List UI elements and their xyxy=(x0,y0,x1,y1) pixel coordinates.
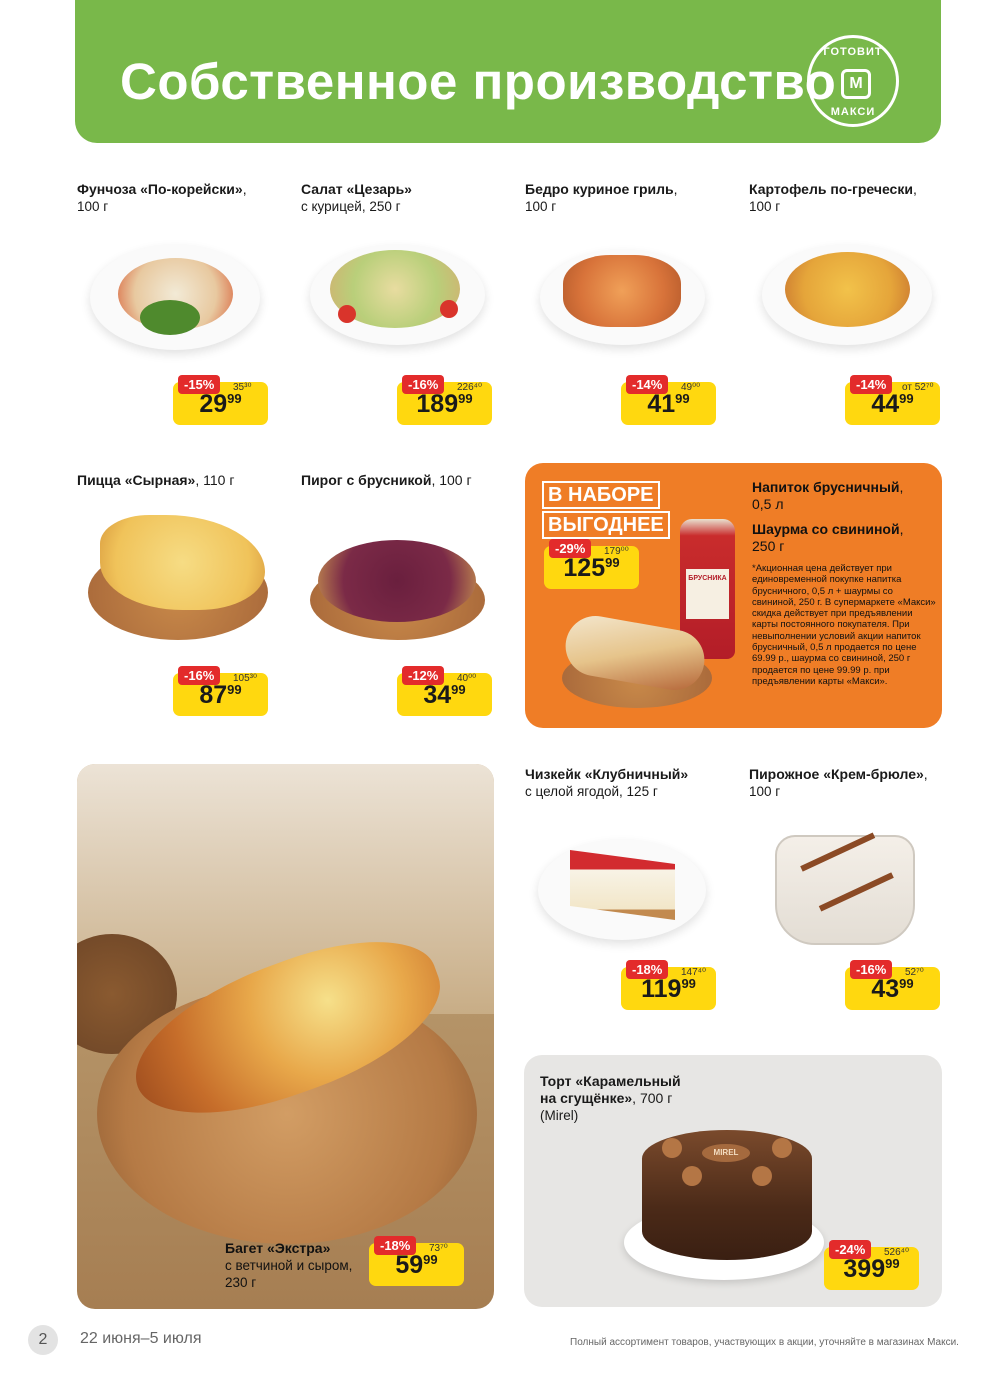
product-chicken-thigh[interactable] xyxy=(525,181,725,215)
product-caesar[interactable] xyxy=(301,181,501,215)
product-suffix: , 100 г xyxy=(431,472,472,488)
product-name: Чизкейк «Клубничный» xyxy=(525,766,689,782)
new-price: $119^{99}$ xyxy=(641,975,696,1003)
new-price: $189^{99}$ xyxy=(416,390,473,418)
new-price: $59^{99}$ xyxy=(395,1251,438,1279)
new-price: $399^{99}$ xyxy=(843,1255,900,1283)
discount-badge: -14% xyxy=(626,375,668,394)
footer-disclaimer: Полный ассортимент товаров, участвующих в акции, уточняйте в магазинах Макси. xyxy=(570,1337,959,1348)
maxi-logo-icon: М xyxy=(841,69,871,99)
discount-badge: -18% xyxy=(374,1236,416,1255)
new-price: $29^{99}$ xyxy=(199,390,242,418)
discount-badge: -18% xyxy=(626,960,668,979)
product-weight: 230 г xyxy=(225,1275,257,1290)
product-name: Фунчоза «По-корейски» xyxy=(77,181,243,197)
combo-item2-weight: 250 г xyxy=(752,538,785,554)
new-price: $34^{99}$ xyxy=(423,681,466,709)
old-price: 147⁴⁰ xyxy=(681,967,706,978)
new-price: $43^{99}$ xyxy=(871,975,914,1003)
price-tag xyxy=(845,375,940,425)
bottle-label: БРУСНИКА xyxy=(686,569,729,619)
old-price: от 52⁷⁰ xyxy=(902,382,934,393)
product-suffix: , xyxy=(923,766,928,782)
product-suffix: , xyxy=(673,181,678,197)
combo-tag xyxy=(542,481,670,541)
discount-badge: -24% xyxy=(829,1240,871,1259)
page-number: 2 xyxy=(28,1325,58,1355)
price-tag xyxy=(621,375,716,425)
new-price: $87^{99}$ xyxy=(199,681,242,709)
tomato xyxy=(440,300,458,318)
product-weight: , 700 г xyxy=(632,1090,673,1106)
discount-badge: -14% xyxy=(850,375,892,394)
new-price: $44^{99}$ xyxy=(871,390,914,418)
price-tag xyxy=(397,666,492,716)
price-tag xyxy=(173,375,268,425)
product-name-line2: на сгущёнке» xyxy=(540,1090,633,1106)
combo-tag-line2: ВЫГОДНЕЕ xyxy=(542,511,670,539)
promo-conditions: *Акционная цена действует при единовременной покупке напитка брусничного, 0,5 л + шаурмы со свининой, 250 г. В супермаркете «Макси» скидка действует при предъявлении карты постоянного покупателя. При невыполнении условий акции напиток брусничный, 0,5 л продается по цене 69.99 р., шаурма со свининой, 250 г продается по цене 99.99 р. при предъявлении карты «Макси». xyxy=(752,563,936,687)
old-price: 40⁰⁰ xyxy=(457,673,477,684)
old-price: 226⁴⁰ xyxy=(457,382,482,393)
product-weight: 100 г xyxy=(525,199,557,214)
product-weight: с курицей, 250 г xyxy=(301,199,401,214)
product-greek-potato[interactable] xyxy=(749,181,949,215)
product-description: с ветчиной и сыром, xyxy=(225,1258,353,1273)
product-name: Багет «Экстра» xyxy=(225,1240,331,1256)
product-weight: 100 г xyxy=(749,199,781,214)
dish xyxy=(785,252,910,327)
price-tag xyxy=(824,1240,919,1290)
old-price: 526⁴⁰ xyxy=(884,1247,909,1258)
combo-promo-panel[interactable]: В НАБОРЕ ВЫГОДНЕЕ -29% 179⁰⁰ $125^{99}$ БРУСНИКА Напиток брусничный, 0,5 л Шаурма со свининой, 250 г *Акционная цена действует при единовременной покупке напитка брусничного, 0,5 л + шаурмы со свининой, 250 г. В супермаркете «Макси» скидка действует при предъявлении карты постоянного покупателя. При невыполнении условий акции напиток брусничный, 0,5 л продается по цене 69.99 р., шаурма со свининой, 250 г продается по цене 99.99 р. при предъявлении карты «Макси». xyxy=(525,463,942,728)
price-tag xyxy=(173,666,268,716)
dish xyxy=(563,255,681,327)
new-price: $125^{99}$ xyxy=(563,554,620,582)
tomato xyxy=(338,305,356,323)
baguette-photo-panel[interactable] xyxy=(77,764,494,1309)
price-tag xyxy=(845,960,940,1010)
product-creme-brulee[interactable] xyxy=(749,766,949,800)
old-price: 35³⁰ xyxy=(233,382,252,393)
product-suffix: , xyxy=(242,181,247,197)
product-name: Картофель по-гречески xyxy=(749,181,913,197)
parsley-garnish xyxy=(140,300,200,335)
promo-dates: 22 июня–5 июля xyxy=(80,1330,202,1347)
product-weight: 100 г xyxy=(749,784,781,799)
old-price: 52⁷⁰ xyxy=(905,967,924,978)
cream-rosette xyxy=(772,1138,792,1158)
header-banner xyxy=(75,0,941,143)
product-cheese-pizza[interactable] xyxy=(77,472,277,489)
product-name: Пирог с брусникой xyxy=(301,472,432,488)
old-price: 105³⁰ xyxy=(233,673,258,684)
combo-item1-name: Напиток брусничный xyxy=(752,479,900,495)
caramel-cake-panel[interactable] xyxy=(524,1055,942,1307)
product-name: Пицца «Сырная» xyxy=(77,472,196,488)
product-lingonberry-pie[interactable] xyxy=(301,472,501,489)
cream-rosette xyxy=(752,1166,772,1186)
product-name-line1: Торт «Карамельный xyxy=(540,1073,681,1089)
product-name: Пирожное «Крем-брюле» xyxy=(749,766,924,782)
product-funchoza[interactable] xyxy=(77,181,277,215)
product-name: Бедро куриное гриль xyxy=(525,181,674,197)
discount-badge: -15% xyxy=(178,375,220,394)
discount-badge: -16% xyxy=(402,375,444,394)
price-tag xyxy=(621,960,716,1010)
cream-rosette xyxy=(662,1138,682,1158)
product-weight: с целой ягодой, 125 г xyxy=(525,784,658,799)
new-price: $41^{99}$ xyxy=(647,390,690,418)
maxi-cooks-badge xyxy=(807,35,899,127)
product-weight: 100 г xyxy=(77,199,109,214)
badge-bottom-text: МАКСИ xyxy=(830,106,876,118)
product-suffix: , xyxy=(912,181,917,197)
badge-top-text: ГОТОВИТ xyxy=(823,46,883,58)
price-tag xyxy=(397,375,492,425)
discount-badge: -16% xyxy=(850,960,892,979)
product-brand: (Mirel) xyxy=(540,1108,579,1123)
caramel-drizzle xyxy=(800,832,894,911)
combo-item1-volume: 0,5 л xyxy=(752,496,784,512)
old-price: 73⁷⁰ xyxy=(429,1243,448,1254)
pie xyxy=(318,540,476,622)
pizza-slice xyxy=(100,515,265,610)
cake xyxy=(642,1130,812,1260)
combo-tag-line1: В НАБОРЕ xyxy=(542,481,660,509)
page-title: Собственное производство xyxy=(120,53,837,110)
price-tag xyxy=(369,1236,464,1286)
cream-rosette xyxy=(682,1166,702,1186)
old-price: 179⁰⁰ xyxy=(604,546,629,557)
discount-badge: -16% xyxy=(178,666,220,685)
combo-item2-name: Шаурма со свининой xyxy=(752,521,900,537)
product-suffix: , 110 г xyxy=(195,472,235,488)
dessert-container xyxy=(775,835,915,945)
discount-badge: -29% xyxy=(549,539,591,558)
mirel-logo: MIREL xyxy=(702,1144,750,1162)
discount-badge: -12% xyxy=(402,666,444,685)
old-price: 49⁰⁰ xyxy=(681,382,701,393)
price-tag xyxy=(544,539,639,589)
product-name: Салат «Цезарь» xyxy=(301,181,412,197)
product-strawberry-cheesecake[interactable] xyxy=(525,766,725,800)
